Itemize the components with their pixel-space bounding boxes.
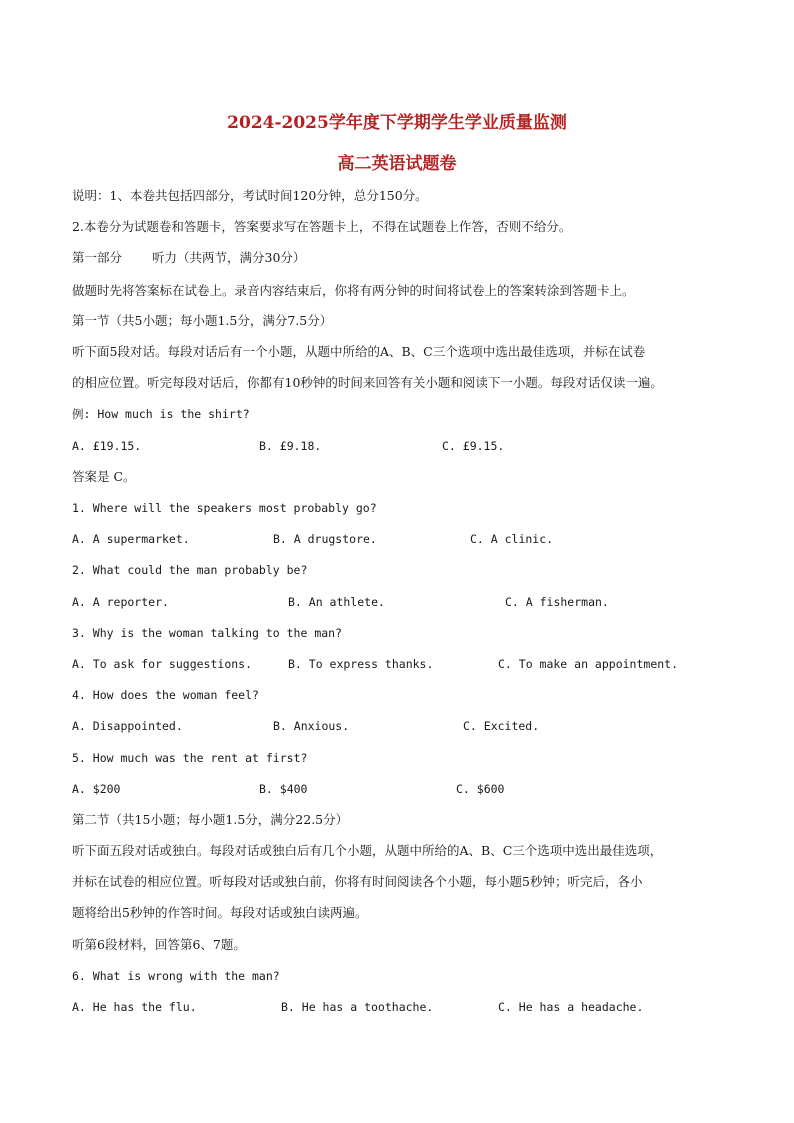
example-option-b: B. £9.18. xyxy=(259,439,322,453)
question-2-option-a: A. A reporter. xyxy=(72,595,169,609)
section1-directions-line2: 的相应位置。听完每段对话后，你都有10秒钟的时间来回答有关小题和阅读下一小题。每段对话仅读一遍。 xyxy=(72,375,663,390)
question-1: 1. Where will the speakers most probably go? xyxy=(72,501,377,515)
question-4-option-c: C. Excited. xyxy=(463,719,540,733)
part1-heading xyxy=(72,250,305,266)
question-3: 3. Why is the woman talking to the man? xyxy=(72,626,343,640)
question-3-option-b: B. To express thanks. xyxy=(288,657,434,671)
question-5-option-a: A. $200 xyxy=(72,782,121,796)
section2-directions-line1: 听下面五段对话或独白。每段对话或独白后有几个小题，从题中所给的A、B、C三个选项中选出最佳选项， xyxy=(72,843,663,858)
question-3-option-c: C. To make an appointment. xyxy=(498,657,679,671)
question-4: 4. How does the woman feel? xyxy=(72,688,259,702)
exam-title: 2024-2025学年度下学期学生学业质量监测 xyxy=(227,113,567,133)
question-1-option-b: B. A drugstore. xyxy=(273,532,377,546)
section2-heading: 第二节（共15小题；每小题1.5分，满分22.5分） xyxy=(72,812,349,827)
question-2-option-c: C. A fisherman. xyxy=(505,595,609,609)
example-answer: 答案是 C。 xyxy=(72,469,136,484)
question-2: 2. What could the man probably be? xyxy=(72,563,308,577)
part1-label: 第一部分 xyxy=(72,250,123,265)
question-5-option-b: B. $400 xyxy=(259,782,308,796)
question-6-option-a: A. He has the flu. xyxy=(72,1000,197,1014)
question-5: 5. How much was the rent at first? xyxy=(72,751,308,765)
example-option-c: C. £9.15. xyxy=(442,439,505,453)
section2-directions-line2: 并标在试卷的相应位置。听每段对话或独白前，你将有时间阅读各个小题，每小题5秒钟；听完后，各小 xyxy=(72,874,643,889)
question-1-option-c: C. A clinic. xyxy=(470,532,554,546)
section1-heading: 第一节（共5小题；每小题1.5分，满分7.5分） xyxy=(72,313,333,328)
question-3-option-a: A. To ask for suggestions. xyxy=(72,657,253,671)
exam-subtitle: 高二英语试题卷 xyxy=(337,154,457,174)
material-6-instruction: 听第6段材料，回答第6、7题。 xyxy=(72,937,246,952)
question-2-option-b: B. An athlete. xyxy=(288,595,385,609)
question-4-option-b: B. Anxious. xyxy=(273,719,350,733)
question-1-option-a: A. A supermarket. xyxy=(72,532,190,546)
instruction-note-2: 2.本卷分为试题卷和答题卡，答案要求写在答题卡上，不得在试题卷上作答，否则不给分。 xyxy=(72,219,572,234)
section2-directions-line3: 题将给出5秒钟的作答时间。每段对话或独白读两遍。 xyxy=(72,905,368,920)
question-4-option-a: A. Disappointed. xyxy=(72,719,183,733)
example-question: 例: How much is the shirt? xyxy=(72,407,250,421)
example-option-a: A. £19.15. xyxy=(72,439,142,453)
part1-title: 听力（共两节，满分30分） xyxy=(152,250,306,265)
question-6-option-b: B. He has a toothache. xyxy=(281,1000,434,1014)
part1-intro: 做题时先将答案标在试卷上。录音内容结束后，你将有两分钟的时间将试卷上的答案转涂到答题卡上。 xyxy=(72,283,635,298)
question-6: 6. What is wrong with the man? xyxy=(72,969,280,983)
instruction-note-1: 说明：1、本卷共包括四部分，考试时间120分钟，总分150分。 xyxy=(72,188,428,203)
section1-directions-line1: 听下面5段对话。每段对话后有一个小题，从题中所给的A、B、C三个选项中选出最佳选项，并标在试卷 xyxy=(72,344,646,359)
question-5-option-c: C. $600 xyxy=(456,782,505,796)
question-6-option-c: C. He has a headache. xyxy=(498,1000,644,1014)
